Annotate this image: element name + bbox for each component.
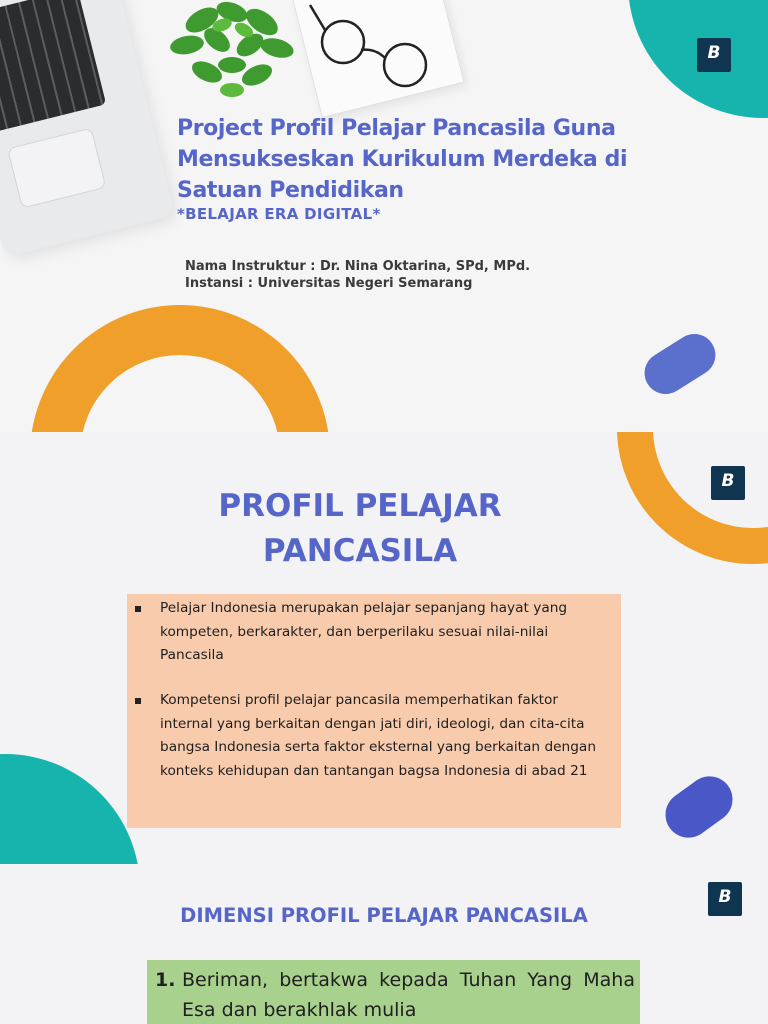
decorative-teal-circle	[0, 754, 140, 864]
decorative-orange-ring	[30, 305, 330, 432]
brand-logo: B	[708, 882, 742, 916]
item-number: 1.	[155, 969, 176, 991]
slide-title: DIMENSI PROFIL PELAJAR PANCASILA	[180, 904, 588, 927]
decorative-blue-pill	[656, 767, 741, 847]
bullet-text: Pelajar Indonesia merupakan pelajar sepanjang hayat yang kompeten, berkarakter, dan berperilaku sesuai nilai-nilai Pancasila	[160, 600, 568, 663]
plant-illustration	[162, 0, 312, 105]
slide-title: PROFIL PELAJAR PANCASILA	[218, 488, 502, 569]
decorative-blue-pill	[637, 326, 724, 402]
bullet-box	[127, 594, 621, 828]
brand-logo: B	[697, 38, 731, 72]
presentation-subtitle: *BELAJAR ERA DIGITAL*	[177, 205, 381, 223]
dimensions-slide	[0, 864, 768, 1024]
dimension-list-item	[147, 960, 640, 1024]
instructor-name: Nama Instruktur : Dr. Nina Oktarina, SPd, MPd.	[185, 259, 531, 274]
bullet-marker-icon	[135, 698, 141, 704]
bullet-marker-icon	[135, 606, 141, 612]
presentation-title: Project Profil Pelajar Pancasila Guna Mensukseskan Kurikulum Merdeka di Satuan Pendidikan	[177, 116, 628, 203]
title-slide	[0, 0, 768, 432]
institution-name: Instansi : Universitas Negeri Semarang	[185, 276, 473, 291]
laptop-illustration	[0, 0, 175, 257]
touchpad-illustration	[7, 127, 106, 208]
item-text: Beriman, bertakwa kepada Tuhan Yang Maha Esa dan berakhlak mulia	[182, 969, 635, 1021]
profile-slide	[0, 432, 768, 864]
presenter-info	[185, 258, 530, 292]
bullet-text: Kompetensi profil pelajar pancasila memperhatikan faktor internal yang berkaitan dengan jati diri, ideologi, dan cita-cita bangsa Indonesia serta faktor eksternal yang berkaitan dengan konteks kehidupan dan tantangan bagsa Indonesia di abad 21	[160, 692, 596, 779]
glasses-illustration	[305, 0, 435, 100]
brand-logo: B	[711, 466, 745, 500]
keyboard-illustration	[0, 0, 106, 132]
decorative-orange-ring	[617, 432, 768, 564]
